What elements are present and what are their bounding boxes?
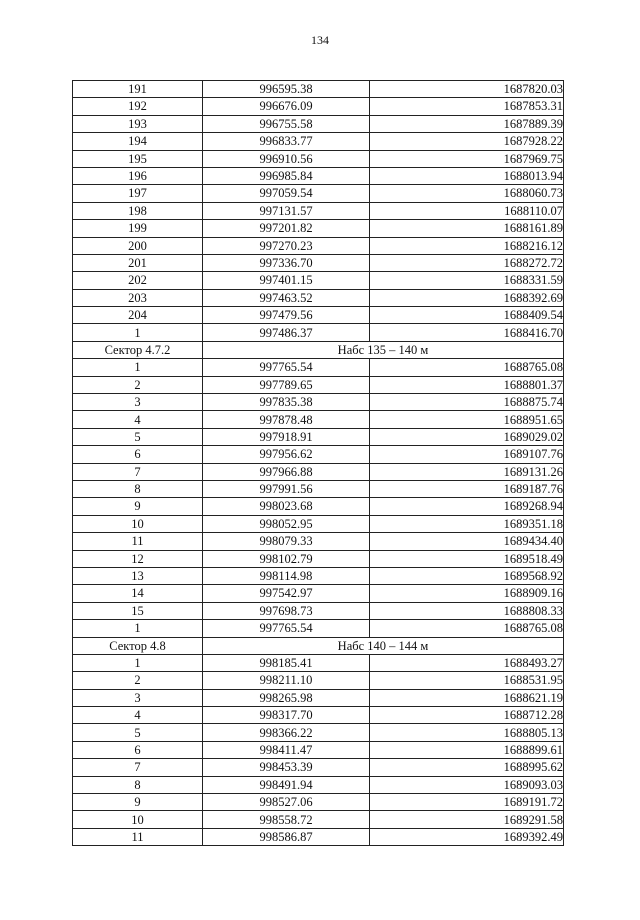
y-coordinate: 1689131.26 [370,463,564,480]
y-coordinate: 1688272.72 [370,254,564,271]
x-coordinate: 998527.06 [203,794,370,811]
table-row [73,324,564,341]
y-coordinate: 1688110.07 [370,202,564,219]
table-row [73,254,564,271]
table-row [73,394,564,411]
x-coordinate: 997878.48 [203,411,370,428]
table-row [73,480,564,497]
y-coordinate: 1688013.94 [370,167,564,184]
table-row [73,272,564,289]
x-coordinate: 997336.70 [203,254,370,271]
y-coordinate: 1689392.49 [370,828,564,845]
point-number: 192 [73,98,203,115]
y-coordinate: 1688060.73 [370,185,564,202]
table-row [73,741,564,758]
x-coordinate: 996595.38 [203,81,370,98]
sector-header-row [73,341,564,358]
table-row [73,359,564,376]
table-row [73,202,564,219]
coordinates-table-body [73,81,564,846]
point-number: 14 [73,585,203,602]
y-coordinate: 1688416.70 [370,324,564,341]
table-row [73,463,564,480]
x-coordinate: 998317.70 [203,707,370,724]
point-number: 201 [73,254,203,271]
table-row [73,307,564,324]
point-number: 4 [73,411,203,428]
sector-label: Сектор 4.8 [73,637,203,654]
sector-depth-range: Набс 140 – 144 м [203,637,564,654]
table-row [73,289,564,306]
y-coordinate: 1689568.92 [370,567,564,584]
table-row [73,811,564,828]
point-number: 1 [73,359,203,376]
y-coordinate: 1689518.49 [370,550,564,567]
table-row [73,115,564,132]
x-coordinate: 998491.94 [203,776,370,793]
x-coordinate: 997918.91 [203,428,370,445]
point-number: 9 [73,794,203,811]
x-coordinate: 998211.10 [203,672,370,689]
x-coordinate: 998114.98 [203,567,370,584]
point-number: 194 [73,133,203,150]
table-row [73,237,564,254]
point-number: 196 [73,167,203,184]
point-number: 8 [73,480,203,497]
table-row [73,585,564,602]
table-row [73,776,564,793]
x-coordinate: 998052.95 [203,515,370,532]
table-row [73,759,564,776]
y-coordinate: 1689029.02 [370,428,564,445]
y-coordinate: 1689191.72 [370,794,564,811]
table-row [73,689,564,706]
x-coordinate: 996755.58 [203,115,370,132]
table-row [73,550,564,567]
point-number: 6 [73,741,203,758]
page-number: 134 [311,33,329,47]
point-number: 3 [73,394,203,411]
x-coordinate: 998558.72 [203,811,370,828]
point-number: 11 [73,828,203,845]
y-coordinate: 1688712.28 [370,707,564,724]
table-row [73,185,564,202]
x-coordinate: 997765.54 [203,359,370,376]
point-number: 4 [73,707,203,724]
y-coordinate: 1688805.13 [370,724,564,741]
coordinates-table [72,80,564,846]
y-coordinate: 1687820.03 [370,81,564,98]
y-coordinate: 1687928.22 [370,133,564,150]
y-coordinate: 1688909.16 [370,585,564,602]
y-coordinate: 1688493.27 [370,654,564,671]
table-row [73,498,564,515]
table-row [73,707,564,724]
table-row [73,150,564,167]
table-row [73,724,564,741]
table-row [73,672,564,689]
point-number: 1 [73,324,203,341]
point-number: 203 [73,289,203,306]
point-number: 198 [73,202,203,219]
point-number: 15 [73,602,203,619]
x-coordinate: 997201.82 [203,220,370,237]
x-coordinate: 997956.62 [203,446,370,463]
y-coordinate: 1688875.74 [370,394,564,411]
point-number: 8 [73,776,203,793]
point-number: 195 [73,150,203,167]
point-number: 1 [73,620,203,637]
y-coordinate: 1688331.59 [370,272,564,289]
table-row [73,794,564,811]
point-number: 7 [73,463,203,480]
y-coordinate: 1689268.94 [370,498,564,515]
y-coordinate: 1689093.03 [370,776,564,793]
x-coordinate: 996833.77 [203,133,370,150]
point-number: 6 [73,446,203,463]
table-row [73,428,564,445]
y-coordinate: 1687969.75 [370,150,564,167]
x-coordinate: 997966.88 [203,463,370,480]
y-coordinate: 1688995.62 [370,759,564,776]
sector-label: Сектор 4.7.2 [73,341,203,358]
x-coordinate: 997486.37 [203,324,370,341]
y-coordinate: 1689291.58 [370,811,564,828]
y-coordinate: 1688951.65 [370,411,564,428]
y-coordinate: 1688765.08 [370,359,564,376]
point-number: 3 [73,689,203,706]
point-number: 10 [73,811,203,828]
point-number: 199 [73,220,203,237]
point-number: 10 [73,515,203,532]
x-coordinate: 998453.39 [203,759,370,776]
x-coordinate: 996910.56 [203,150,370,167]
y-coordinate: 1689187.76 [370,480,564,497]
x-coordinate: 997991.56 [203,480,370,497]
table-row [73,220,564,237]
point-number: 13 [73,567,203,584]
table-row [73,81,564,98]
y-coordinate: 1687853.31 [370,98,564,115]
y-coordinate: 1688801.37 [370,376,564,393]
point-number: 193 [73,115,203,132]
x-coordinate: 998586.87 [203,828,370,845]
x-coordinate: 997131.57 [203,202,370,219]
x-coordinate: 997479.56 [203,307,370,324]
x-coordinate: 998185.41 [203,654,370,671]
sector-header-row [73,637,564,654]
y-coordinate: 1687889.39 [370,115,564,132]
table-row [73,620,564,637]
x-coordinate: 998102.79 [203,550,370,567]
y-coordinate: 1688392.69 [370,289,564,306]
table-row [73,446,564,463]
point-number: 2 [73,672,203,689]
table-row [73,411,564,428]
point-number: 204 [73,307,203,324]
x-coordinate: 997401.15 [203,272,370,289]
x-coordinate: 996985.84 [203,167,370,184]
x-coordinate: 998023.68 [203,498,370,515]
point-number: 197 [73,185,203,202]
table-row [73,567,564,584]
table-row [73,376,564,393]
x-coordinate: 996676.09 [203,98,370,115]
x-coordinate: 997698.73 [203,602,370,619]
y-coordinate: 1688808.33 [370,602,564,619]
y-coordinate: 1688216.12 [370,237,564,254]
point-number: 202 [73,272,203,289]
x-coordinate: 997059.54 [203,185,370,202]
y-coordinate: 1689107.76 [370,446,564,463]
point-number: 200 [73,237,203,254]
y-coordinate: 1688161.89 [370,220,564,237]
x-coordinate: 997789.65 [203,376,370,393]
x-coordinate: 998366.22 [203,724,370,741]
x-coordinate: 998411.47 [203,741,370,758]
point-number: 11 [73,533,203,550]
point-number: 5 [73,428,203,445]
table-row [73,828,564,845]
x-coordinate: 998079.33 [203,533,370,550]
point-number: 1 [73,654,203,671]
x-coordinate: 997765.54 [203,620,370,637]
point-number: 7 [73,759,203,776]
point-number: 191 [73,81,203,98]
y-coordinate: 1688765.08 [370,620,564,637]
point-number: 5 [73,724,203,741]
table-row [73,533,564,550]
table-row [73,654,564,671]
table-row [73,602,564,619]
table-row [73,167,564,184]
y-coordinate: 1688899.61 [370,741,564,758]
point-number: 12 [73,550,203,567]
y-coordinate: 1688409.54 [370,307,564,324]
x-coordinate: 998265.98 [203,689,370,706]
sector-depth-range: Набс 135 – 140 м [203,341,564,358]
point-number: 9 [73,498,203,515]
x-coordinate: 997463.52 [203,289,370,306]
y-coordinate: 1689351.18 [370,515,564,532]
point-number: 2 [73,376,203,393]
table-row [73,515,564,532]
y-coordinate: 1689434.40 [370,533,564,550]
x-coordinate: 997542.97 [203,585,370,602]
y-coordinate: 1688621.19 [370,689,564,706]
x-coordinate: 997835.38 [203,394,370,411]
x-coordinate: 997270.23 [203,237,370,254]
table-row [73,133,564,150]
table-row [73,98,564,115]
y-coordinate: 1688531.95 [370,672,564,689]
